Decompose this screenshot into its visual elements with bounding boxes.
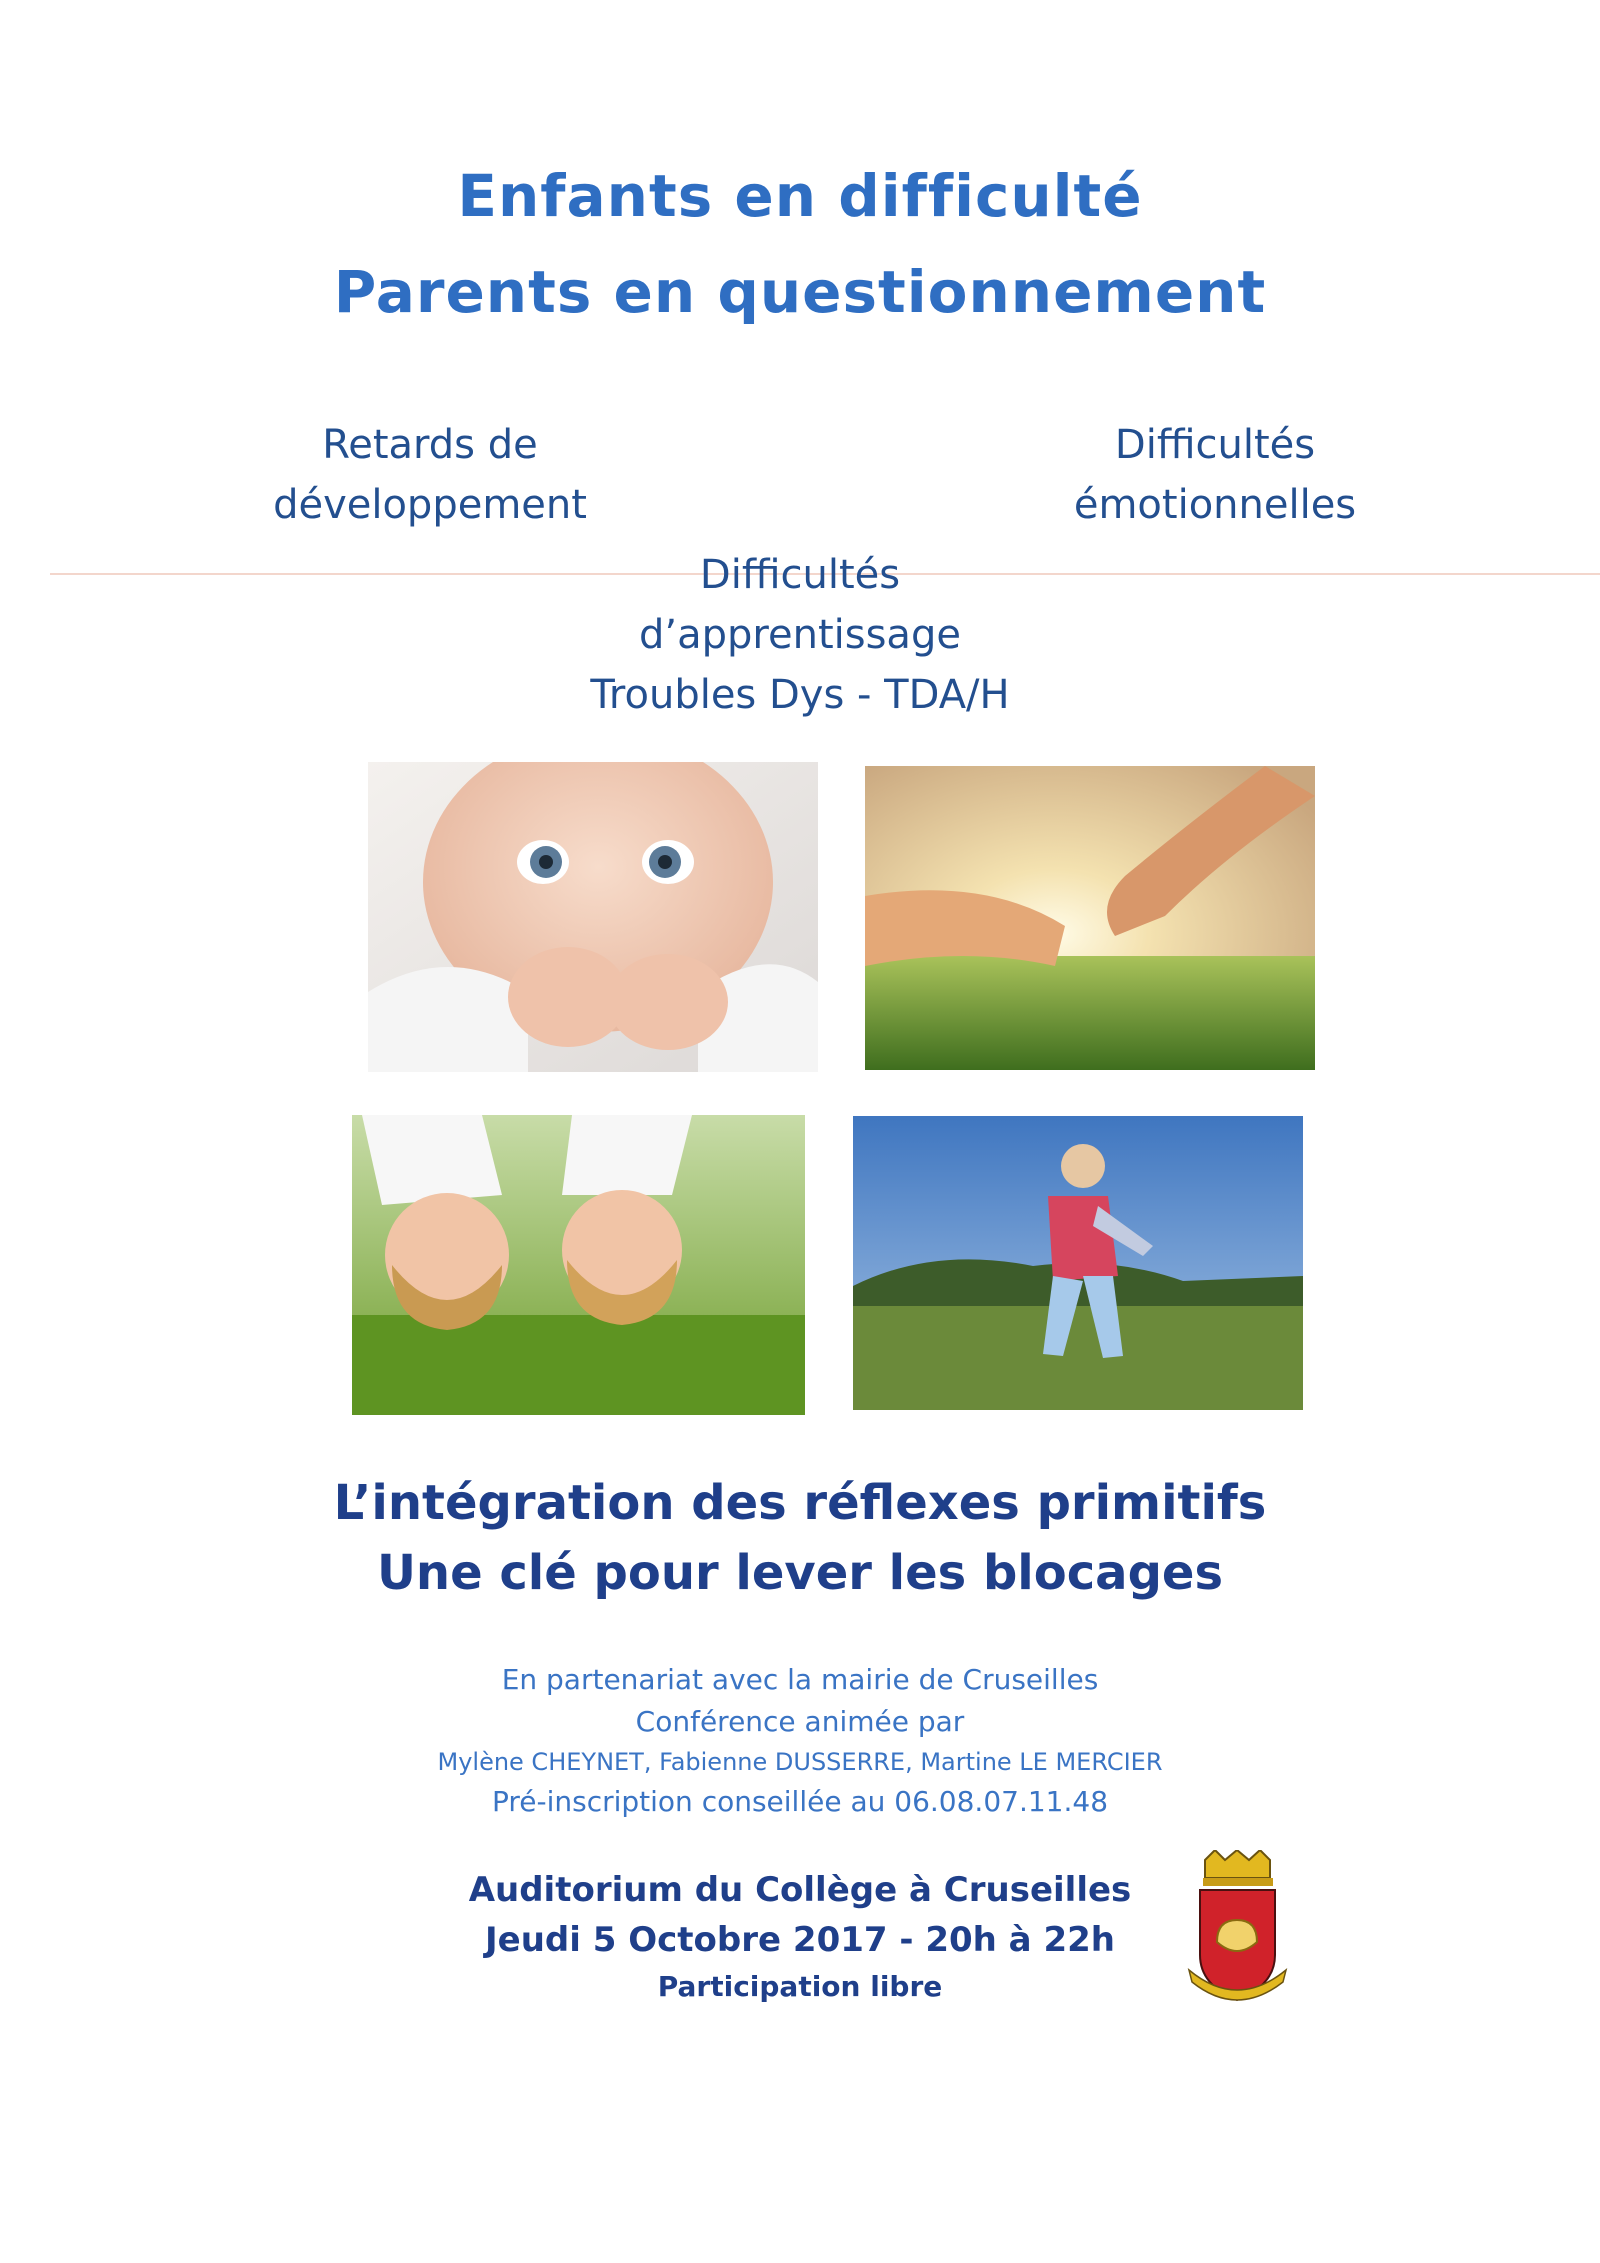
holding-hands-photo	[865, 766, 1315, 1070]
topic-center-line-1: Difficultés	[699, 552, 901, 598]
venue-date-time: Jeudi 5 Octobre 2017 - 20h à 22h	[485, 1920, 1115, 1960]
speakers-text: Mylène CHEYNET, Fabienne DUSSERRE, Martine LE MERCIER	[437, 1748, 1163, 1776]
baby-face-photo	[368, 762, 818, 1072]
partnership-text: En partenariat avec la mairie de Cruseilles	[501, 1663, 1099, 1696]
topic-developmental-delays	[230, 415, 630, 535]
town-crest-icon	[1185, 1850, 1290, 2005]
venue-place: Auditorium du Collège à Cruseilles	[468, 1870, 1132, 1910]
registration-text: Pré-inscription conseillée au 06.08.07.11.48	[491, 1785, 1109, 1818]
topic-left-line-1: Retards de	[322, 422, 538, 468]
topic-learning-difficulties	[500, 545, 1100, 725]
venue-price: Participation libre	[657, 1970, 943, 2003]
conference-text: Conférence animée par	[635, 1705, 965, 1738]
topic-center-line-3: Troubles Dys - TDA/H	[590, 672, 1010, 718]
topic-left-line-2: développement	[273, 482, 587, 528]
topic-right-line-1: Difficultés	[1114, 422, 1316, 468]
subtitle-line-1: L’intégration des réflexes primitifs	[333, 1475, 1267, 1531]
upside-down-children-photo	[352, 1115, 805, 1415]
topic-right-line-2: émotionnelles	[1073, 482, 1357, 528]
topic-center-line-2: d’apprentissage	[639, 612, 961, 658]
title-line-1: Enfants en difficulté	[457, 162, 1143, 230]
title-line-2: Parents en questionnement	[333, 258, 1267, 326]
subtitle-line-2: Une clé pour lever les blocages	[376, 1545, 1224, 1601]
running-child-photo	[853, 1116, 1303, 1410]
topic-emotional-difficulties	[1015, 415, 1415, 535]
